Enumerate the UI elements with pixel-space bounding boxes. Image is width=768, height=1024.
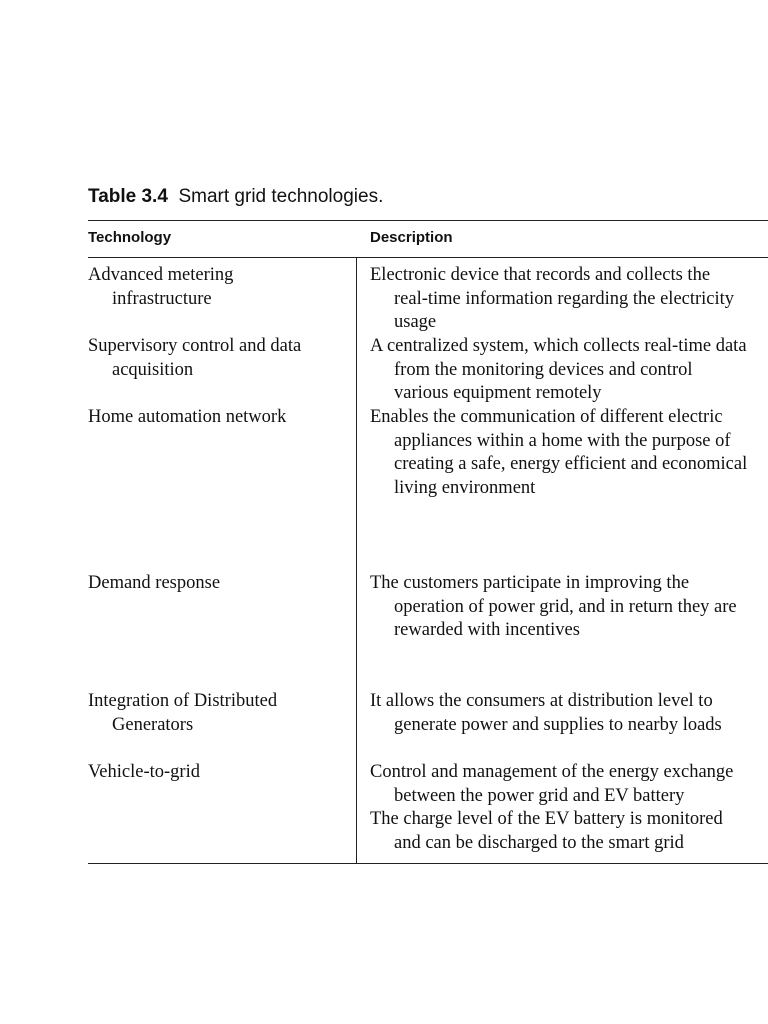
header-description: Description	[370, 229, 453, 246]
table-bottom-rule	[88, 863, 768, 864]
column-divider	[356, 257, 357, 864]
table-label: Table 3.4	[88, 186, 168, 207]
table-row-technology: Integration of Distributed Generators	[88, 691, 278, 735]
table-row-description: A centralized system, which collects real-time data from the monitoring devices and control various equipment remotely	[370, 336, 747, 404]
table-caption	[88, 186, 383, 208]
table-row-description: Electronic device that records and collects the real-time information regarding the electricity usage	[370, 265, 735, 333]
table-top-rule	[88, 220, 768, 221]
table-row-description: The customers participate in improving the operation of power grid, and in return they are rewarded with incentives	[370, 573, 737, 641]
table-row-description: Control and management of the energy exchange between the power grid and EV battery The charge level of the EV battery is monitored and can be discharged to the smart grid	[370, 762, 734, 853]
header-technology: Technology	[88, 229, 172, 246]
table-row-technology: Supervisory control and data acquisition	[88, 336, 302, 380]
table-row-description: It allows the consumers at distribution level to generate power and supplies to nearby loads	[370, 691, 722, 735]
table-title: Smart grid technologies.	[178, 186, 384, 207]
table-row-description: Enables the communication of different electric appliances within a home with the purpose of creating a safe, energy efficient and economical living environment	[370, 407, 748, 498]
table-row-technology: Advanced metering infrastructure	[88, 265, 234, 309]
table-row-technology: Vehicle-to-grid	[88, 762, 200, 782]
table-row-technology: Demand response	[88, 573, 221, 593]
table-row-technology: Home automation network	[88, 407, 287, 427]
table-header-rule	[88, 257, 768, 258]
